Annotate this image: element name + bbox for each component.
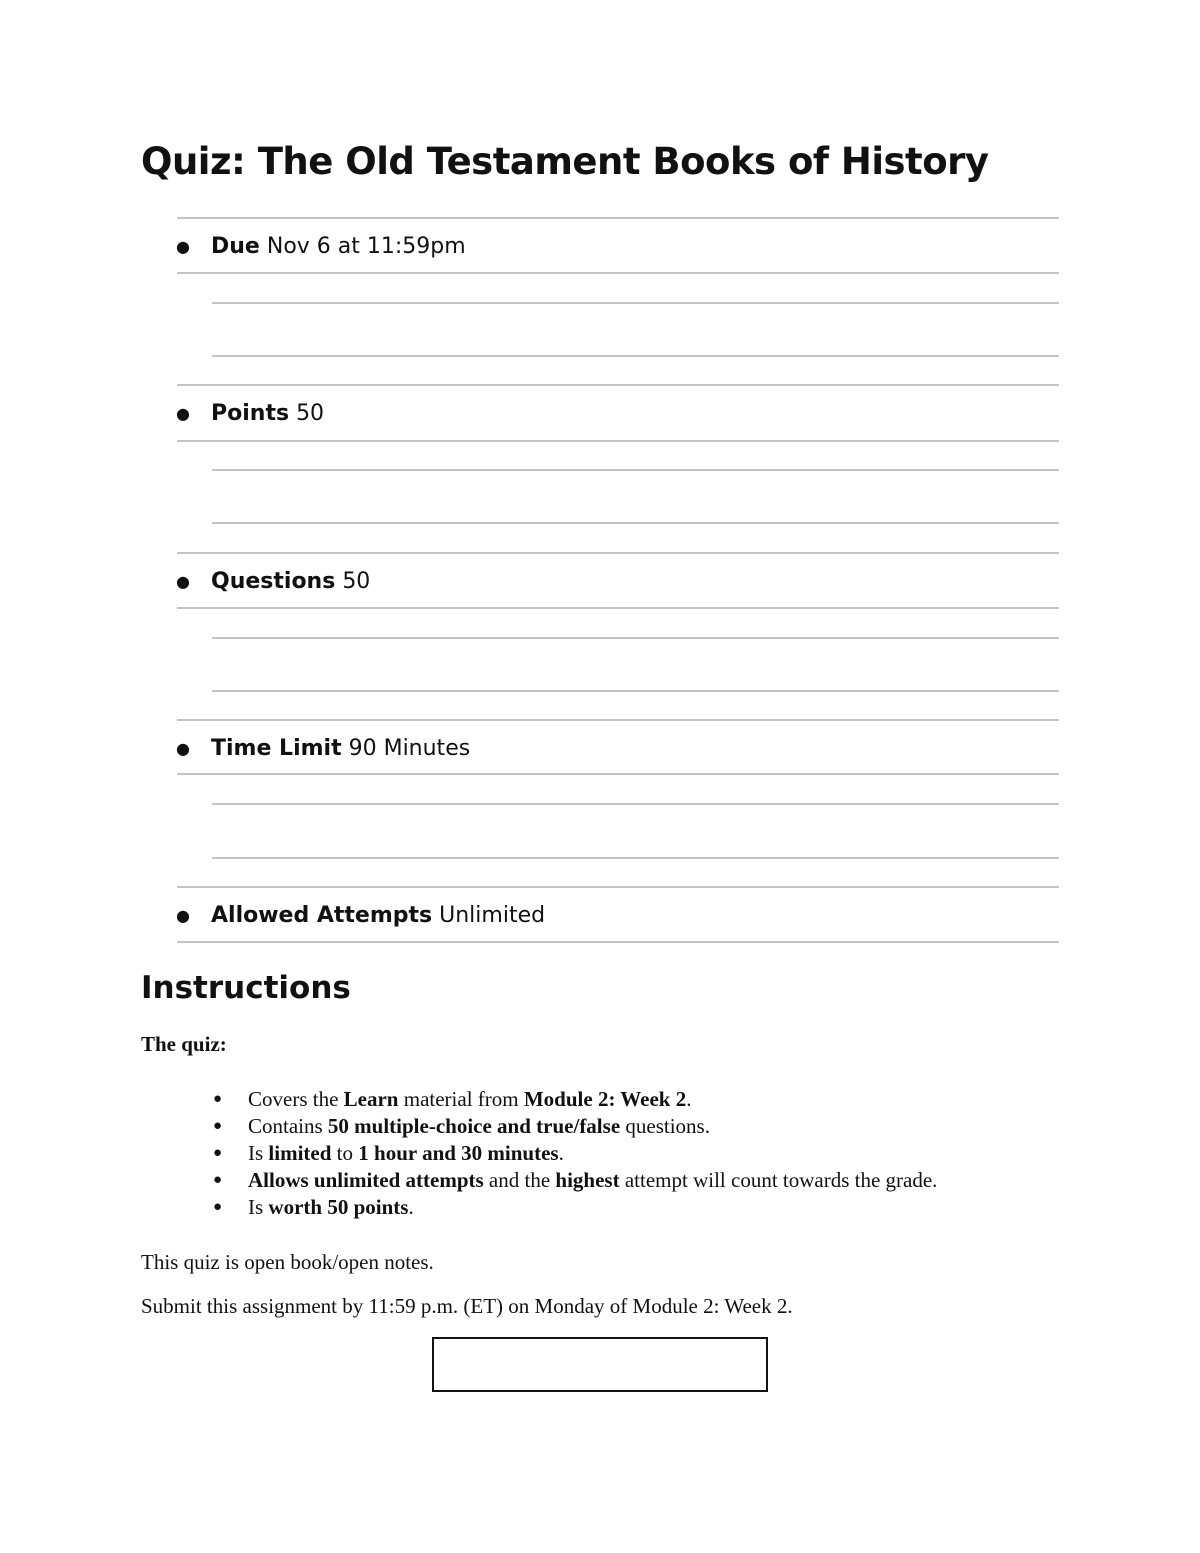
detail-questions [176, 566, 370, 598]
bullet-icon: ● [176, 906, 190, 925]
divider [177, 886, 1059, 888]
empty-box [432, 1337, 768, 1392]
bullet-icon: ● [176, 572, 190, 591]
divider [212, 469, 1059, 471]
instructions-heading: Instructions [141, 970, 351, 1006]
detail-value: 50 [342, 569, 371, 594]
divider [177, 719, 1059, 721]
divider [177, 941, 1059, 943]
list-item: ● Covers the Learn material from Module 2: Week 2. [213, 1087, 692, 1111]
bullet-icon: ● [213, 1172, 223, 1188]
divider [212, 355, 1059, 357]
list-item: ● Contains 50 multiple-choice and true/false questions. [213, 1114, 710, 1138]
open-book-note: This quiz is open book/open notes. [141, 1250, 434, 1274]
list-item: ● Is limited to 1 hour and 30 minutes. [213, 1141, 564, 1165]
bullet-icon: ● [176, 237, 190, 256]
divider [212, 857, 1059, 859]
detail-value: 50 [296, 401, 325, 426]
bullet-icon: ● [213, 1091, 223, 1107]
detail-points [176, 398, 324, 430]
divider [177, 607, 1059, 609]
list-item: ● Allows unlimited attempts and the highest attempt will count towards the grade. [213, 1168, 938, 1192]
detail-due [176, 231, 466, 263]
detail-time-limit [176, 733, 470, 765]
divider [177, 384, 1059, 386]
detail-value: Unlimited [439, 903, 546, 928]
detail-label: Questions [211, 569, 336, 594]
divider [177, 272, 1059, 274]
detail-label: Time Limit [211, 736, 342, 761]
detail-value: Nov 6 at 11:59pm [266, 234, 466, 259]
list-item: ● Is worth 50 points. [213, 1195, 414, 1219]
divider [177, 552, 1059, 554]
bullet-icon: ● [213, 1118, 223, 1134]
divider [212, 637, 1059, 639]
divider [177, 773, 1059, 775]
bullet-icon: ● [213, 1145, 223, 1161]
instructions-list [213, 1086, 937, 1221]
divider [212, 690, 1059, 692]
divider [177, 217, 1059, 219]
detail-allowed-attempts [176, 900, 545, 932]
submit-note: Submit this assignment by 11:59 p.m. (ET) on Monday of Module 2: Week 2. [141, 1294, 793, 1318]
detail-label: Due [211, 234, 260, 259]
divider [177, 440, 1059, 442]
detail-label: Points [211, 401, 290, 426]
instructions-lead: The quiz: [141, 1032, 227, 1056]
divider [212, 302, 1059, 304]
bullet-icon: ● [213, 1199, 223, 1215]
divider [212, 803, 1059, 805]
detail-value: 90 Minutes [348, 736, 471, 761]
bullet-icon: ● [176, 739, 190, 758]
page-title: Quiz: The Old Testament Books of History [141, 140, 989, 183]
divider [212, 522, 1059, 524]
detail-label: Allowed Attempts [211, 903, 433, 928]
bullet-icon: ● [176, 404, 190, 423]
